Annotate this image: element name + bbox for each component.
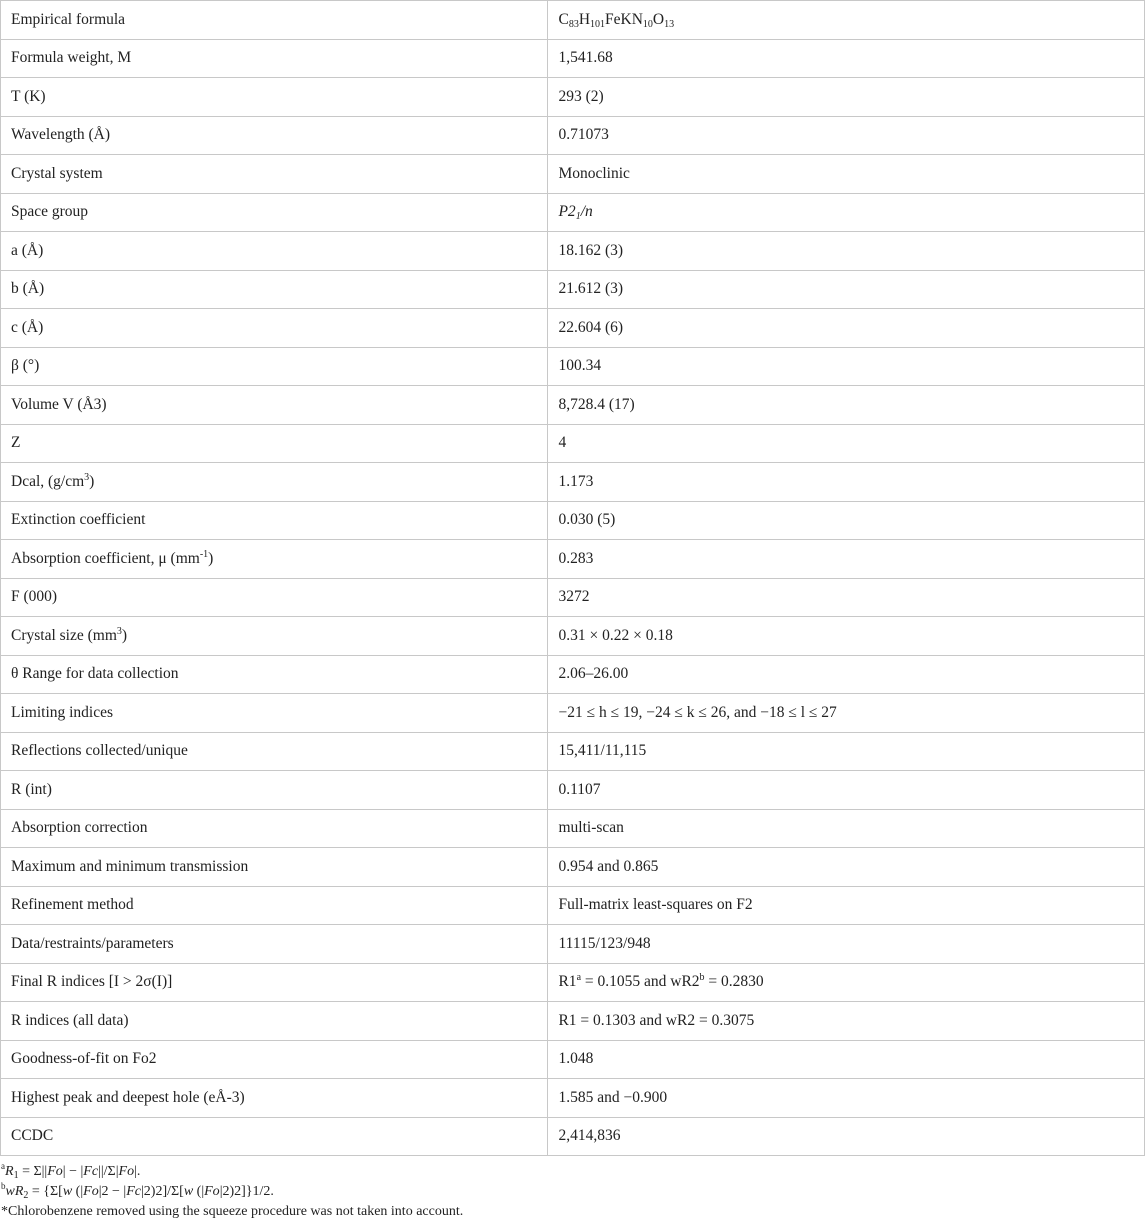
table-footnotes <box>0 1156 1145 1222</box>
value-cell: Full-matrix least-squares on F2 <box>548 886 1145 925</box>
value-cell: 11115/123/948 <box>548 925 1145 964</box>
parameter-cell: Absorption correction <box>1 809 548 848</box>
table-row <box>1 232 1145 271</box>
parameter-cell: Limiting indices <box>1 694 548 733</box>
parameter-cell: Final R indices [I > 2σ(I)] <box>1 963 548 1002</box>
table-row <box>1 78 1145 117</box>
value-cell: 22.604 (6) <box>548 309 1145 348</box>
value-cell: 1.048 <box>548 1040 1145 1079</box>
table-row <box>1 347 1145 386</box>
value-cell: 1.173 <box>548 463 1145 502</box>
parameter-cell: R indices (all data) <box>1 1002 548 1041</box>
value-cell: 3272 <box>548 578 1145 617</box>
value-cell: 293 (2) <box>548 78 1145 117</box>
value-cell: multi-scan <box>548 809 1145 848</box>
table-row <box>1 617 1145 656</box>
parameter-cell: a (Å) <box>1 232 548 271</box>
table-row <box>1 848 1145 887</box>
value-cell: 0.31 × 0.22 × 0.18 <box>548 617 1145 656</box>
parameter-cell: Absorption coefficient, μ $(mm^{-1})$ <box>1 540 548 579</box>
value-cell: R1 = 0.1303 and wR2 = 0.3075 <box>548 1002 1145 1041</box>
table-row <box>1 1040 1145 1079</box>
table-row <box>1 463 1145 502</box>
table-row <box>1 886 1145 925</box>
footnote: $^aR_1 = \Sigma||Fo| - |Fc||/\Sigma|Fo|$. <box>1 1161 141 1181</box>
value-cell: 4 <box>548 424 1145 463</box>
table-row <box>1 771 1145 810</box>
table-row <box>1 424 1145 463</box>
parameter-cell: b (Å) <box>1 270 548 309</box>
parameter-cell: Z <box>1 424 548 463</box>
value-cell: 0.030 (5) <box>548 501 1145 540</box>
value-cell: 8,728.4 (17) <box>548 386 1145 425</box>
table-row <box>1 925 1145 964</box>
table-row <box>1 386 1145 425</box>
parameter-cell: Wavelength (Å) <box>1 116 548 155</box>
table-row <box>1 39 1145 78</box>
parameter-cell: Formula weight, M <box>1 39 548 78</box>
table-row <box>1 694 1145 733</box>
parameter-cell: T (K) <box>1 78 548 117</box>
table-row <box>1 540 1145 579</box>
parameter-cell: Space group <box>1 193 548 232</box>
parameter-cell: Data/restraints/parameters <box>1 925 548 964</box>
table-row <box>1 1 1145 40</box>
value-cell: $P2_1/n$ <box>548 193 1145 232</box>
crystal-data-table-body <box>1 1 1145 1156</box>
table-row <box>1 501 1145 540</box>
table-row <box>1 1079 1145 1118</box>
value-cell: 21.612 (3) <box>548 270 1145 309</box>
parameter-cell: Goodness-of-fit on Fo2 <box>1 1040 548 1079</box>
footnote: $^bwR_2 = \{\Sigma[w$ (|Fo|2 − |Fc|2)2]/Σ[w (|Fo|2)2]}1/2. <box>1 1181 274 1201</box>
parameter-cell: Crystal size $(mm^3)$ <box>1 617 548 656</box>
parameter-cell: Reflections collected/unique <box>1 732 548 771</box>
parameter-cell: Volume V (Å3) <box>1 386 548 425</box>
value-cell: 2.06–26.00 <box>548 655 1145 694</box>
table-row <box>1 270 1145 309</box>
table-row <box>1 963 1145 1002</box>
table-row <box>1 655 1145 694</box>
table-row <box>1 309 1145 348</box>
value-cell: $C_{83}H_{101}FeKN_{10}O_{13}$ <box>548 1 1145 40</box>
parameter-cell: c (Å) <box>1 309 548 348</box>
value-cell: 1.585 and −0.900 <box>548 1079 1145 1118</box>
value-cell: 15,411/11,115 <box>548 732 1145 771</box>
parameter-cell: Dcal, $(g/cm^3)$ <box>1 463 548 502</box>
parameter-cell: Maximum and minimum transmission <box>1 848 548 887</box>
parameter-cell: Refinement method <box>1 886 548 925</box>
value-cell: Monoclinic <box>548 155 1145 194</box>
value-cell: 0.283 <box>548 540 1145 579</box>
parameter-cell: Crystal system <box>1 155 548 194</box>
table-row <box>1 193 1145 232</box>
table-row <box>1 1002 1145 1041</box>
value-cell: −21 ≤ h ≤ 19, −24 ≤ k ≤ 26, and −18 ≤ l ≤ 27 <box>548 694 1145 733</box>
value-cell: 100.34 <box>548 347 1145 386</box>
table-row <box>1 732 1145 771</box>
value-cell: 18.162 (3) <box>548 232 1145 271</box>
parameter-cell: CCDC <box>1 1117 548 1156</box>
parameter-cell: Highest peak and deepest hole (eÅ-3) <box>1 1079 548 1118</box>
value-cell: 2,414,836 <box>548 1117 1145 1156</box>
value-cell: 0.1107 <box>548 771 1145 810</box>
value-cell: $R1^a = 0.1055$ and $wR2^b = 0.2830$ <box>548 963 1145 1002</box>
value-cell: 0.71073 <box>548 116 1145 155</box>
parameter-cell: R (int) <box>1 771 548 810</box>
table-row <box>1 1117 1145 1156</box>
parameter-cell: F (000) <box>1 578 548 617</box>
parameter-cell: β (°) <box>1 347 548 386</box>
table-row <box>1 578 1145 617</box>
value-cell: 0.954 and 0.865 <box>548 848 1145 887</box>
parameter-cell: θ Range for data collection <box>1 655 548 694</box>
table-row <box>1 809 1145 848</box>
value-cell: 1,541.68 <box>548 39 1145 78</box>
parameter-cell: Empirical formula <box>1 1 548 40</box>
table-row <box>1 155 1145 194</box>
parameter-cell: Extinction coefficient <box>1 501 548 540</box>
footnote: *Chlorobenzene removed using the squeeze procedure was not taken into account. <box>1 1204 464 1219</box>
table-row <box>1 116 1145 155</box>
